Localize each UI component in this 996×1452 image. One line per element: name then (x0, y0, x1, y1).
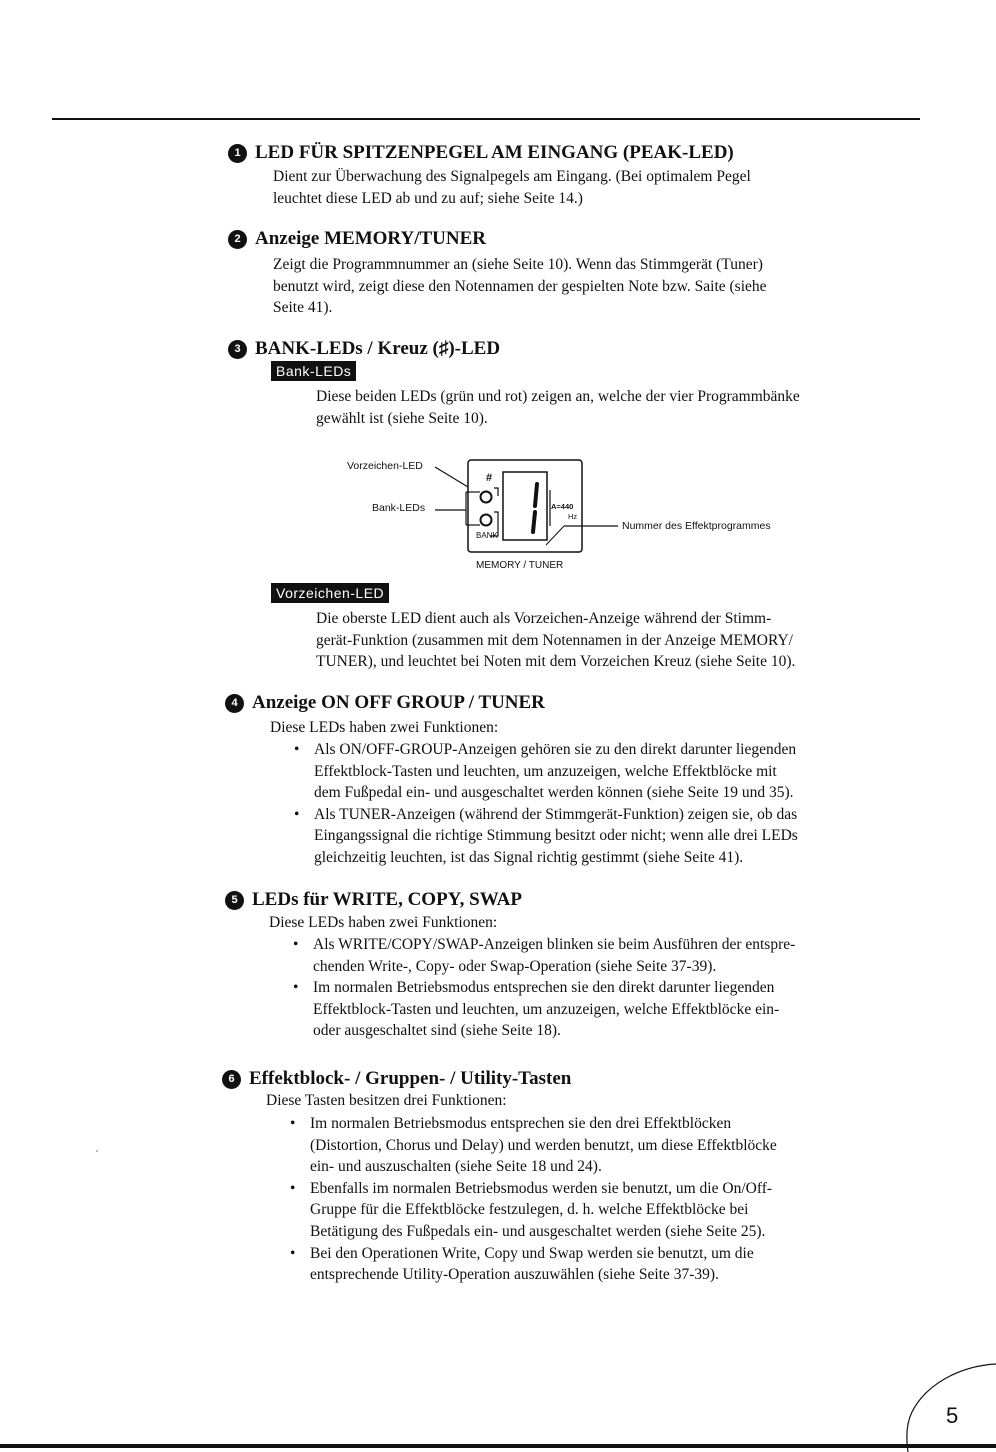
scan-speck (96, 1150, 98, 1152)
number-badge-icon: 6 (222, 1070, 241, 1089)
text-line: Als TUNER-Anzeigen (während der Stimmgerät-Funktion) zeigen sie, ob das (314, 805, 798, 823)
section-3-vorzeichen-text (316, 608, 795, 673)
list-item (291, 934, 795, 977)
number-badge-icon: 4 (225, 694, 244, 713)
label-vorzeichen-led: Vorzeichen-LED (347, 460, 423, 472)
section-1-text (273, 166, 751, 209)
section-6-bullets (288, 1113, 777, 1286)
label-bank: BANK (476, 531, 498, 540)
section-2-title: Anzeige MEMORY/TUNER (255, 228, 486, 249)
text-line: TUNER), und leuchtet bei Noten mit dem Vorzeichen Kreuz (siehe Seite 10). (316, 653, 796, 671)
section-6-intro: Diese Tasten besitzen drei Funktionen: (266, 1092, 507, 1109)
digit-window (503, 472, 547, 540)
text-line: Als WRITE/COPY/SWAP-Anzeigen blinken sie beim Ausführen der entspre- (313, 936, 796, 953)
list-item (292, 804, 798, 869)
memory-tuner-diagram (340, 450, 810, 578)
text-line: benutzt wird, zeigt diese den Notennamen der gespielten Note bzw. Saite (siehe (273, 277, 767, 295)
digit-segment (535, 484, 537, 506)
label-hz: Hz (568, 512, 578, 521)
section-1-heading (228, 142, 734, 164)
section-1-title: LED FÜR SPITZENPEGEL AM EINGANG (PEAK-LED) (255, 142, 734, 163)
label-a440: A=440 (551, 502, 574, 511)
section-5-heading (225, 889, 522, 911)
section-3-heading (228, 338, 500, 360)
bullet-icon: • (290, 1115, 296, 1132)
bullet-icon: • (293, 936, 299, 953)
list-item (292, 739, 798, 804)
digit-segment (533, 512, 535, 532)
text-line: chenden Write-, Copy- oder Swap-Operation (siehe Seite 37-39). (313, 957, 717, 975)
section-5-intro: Diese LEDs haben zwei Funktionen: (269, 914, 498, 931)
section-6-title: Effektblock- / Gruppen- / Utility-Tasten (249, 1068, 572, 1089)
text-line: Bei den Operationen Write, Copy und Swap werden sie benutzt, um die (310, 1244, 754, 1262)
text-line: Ebenfalls im normalen Betriebsmodus werden sie benutzt, um die On/Off- (310, 1179, 773, 1197)
number-badge-icon: 5 (225, 891, 244, 910)
text-line: Gruppe für die Effektblöcke festzulegen, d. h. welche Effektblöcke bei (310, 1201, 749, 1219)
section-4-bullets (292, 739, 798, 869)
bank-leds-badge: Bank-LEDs (271, 361, 356, 381)
text-line: Seite 41). (273, 299, 333, 317)
text-line: Im normalen Betriebsmodus entsprechen sie den drei Effektblöcken (310, 1115, 732, 1132)
text-line: Die oberste LED dient auch als Vorzeichen-Anzeige während der Stimm- (316, 610, 772, 627)
label-sharp: # (486, 472, 493, 484)
text-line: gewählt ist (siehe Seite 10). (316, 409, 488, 427)
text-line: Als ON/OFF-GROUP-Anzeigen gehören sie zu den direkt darunter liegenden (314, 741, 797, 758)
page-number: 5 (946, 1403, 959, 1428)
section-4-heading (225, 692, 545, 714)
list-item (288, 1113, 777, 1178)
bullet-icon: • (294, 805, 300, 823)
section-3-title: BANK-LEDs / Kreuz (♯)-LED (255, 338, 501, 359)
text-line: ein- und auszuschalten (siehe Seite 18 und 24). (310, 1158, 602, 1176)
bullet-icon: • (290, 1244, 296, 1262)
text-line: Diese beiden LEDs (grün und rot) zeigen an, welche der vier Programmbänke (316, 388, 800, 405)
list-item (291, 977, 795, 1042)
section-6-heading (222, 1068, 571, 1090)
section-5-bullets (291, 934, 795, 1042)
text-line: Betätigung des Fußpedals ein- und ausgeschaltet werden (siehe Seite 25). (310, 1222, 766, 1240)
section-2-heading (228, 228, 486, 250)
text-line: entsprechende Utility-Operation auszuwählen (siehe Seite 37-39). (310, 1266, 719, 1284)
text-line: Im normalen Betriebsmodus entsprechen sie den direkt darunter liegenden (313, 979, 775, 997)
text-line: gerät-Funktion (zusammen mit dem Notennamen in der Anzeige MEMORY/ (316, 631, 793, 649)
section-2-text (273, 254, 767, 319)
text-line: leuchtet diese LED ab und zu auf; siehe Seite 14.) (273, 189, 583, 207)
label-memory-tuner: MEMORY / TUNER (476, 560, 564, 571)
bullet-icon: • (293, 979, 299, 997)
text-line: Effektblock-Tasten und leuchten, um anzuzeigen, welche Effektblöcke mit (314, 762, 777, 780)
vorzeichen-led-badge: Vorzeichen-LED (271, 583, 389, 603)
list-item (288, 1243, 777, 1286)
number-badge-icon: 2 (228, 230, 247, 249)
text-line: oder ausgeschaltet sind (siehe Seite 18). (313, 1022, 561, 1040)
section-4-intro: Diese LEDs haben zwei Funktionen: (270, 719, 499, 736)
bullet-icon: • (294, 741, 300, 758)
bottom-rule (0, 1444, 996, 1448)
vorzeichen-pointer-line (435, 467, 468, 487)
text-line: (Distortion, Chorus und Delay) und werden benutzt, um diese Effektblöcke (310, 1136, 777, 1154)
number-badge-icon: 3 (228, 340, 247, 359)
text-line: Eingangssignal die richtige Stimmung besitzt oder nicht; wenn alle drei LEDs (314, 827, 798, 845)
number-badge-icon: 1 (228, 144, 247, 163)
text-line: Dient zur Überwachung des Signalpegels am Eingang. (Bei optimalem Pegel (273, 168, 751, 185)
list-item (288, 1178, 777, 1243)
bullet-icon: • (290, 1179, 296, 1197)
bank-led-top (481, 492, 492, 503)
top-rule (52, 118, 920, 120)
text-line: Effektblock-Tasten und leuchten, um anzuzeigen, welche Effektblöcke ein- (313, 1000, 780, 1018)
text-line: Zeigt die Programmnummer an (siehe Seite 10). Wenn das Stimmgerät (Tuner) (273, 256, 763, 273)
label-bank-leds: Bank-LEDs (372, 502, 426, 514)
text-line: dem Fußpedal ein- und ausgeschaltet werden können (siehe Seite 19 und 35). (314, 784, 794, 802)
text-line: gleichzeitig leuchten, ist das Signal richtig gestimmt (siehe Seite 41). (314, 848, 744, 866)
bank-led-bottom (481, 515, 492, 526)
section-4-title: Anzeige ON OFF GROUP / TUNER (252, 692, 545, 713)
section-3-bank-text (316, 386, 800, 429)
label-nummer-des-effektprogrammes: Nummer des Effektprogrammes (622, 520, 771, 532)
section-5-title: LEDs für WRITE, COPY, SWAP (252, 889, 522, 910)
